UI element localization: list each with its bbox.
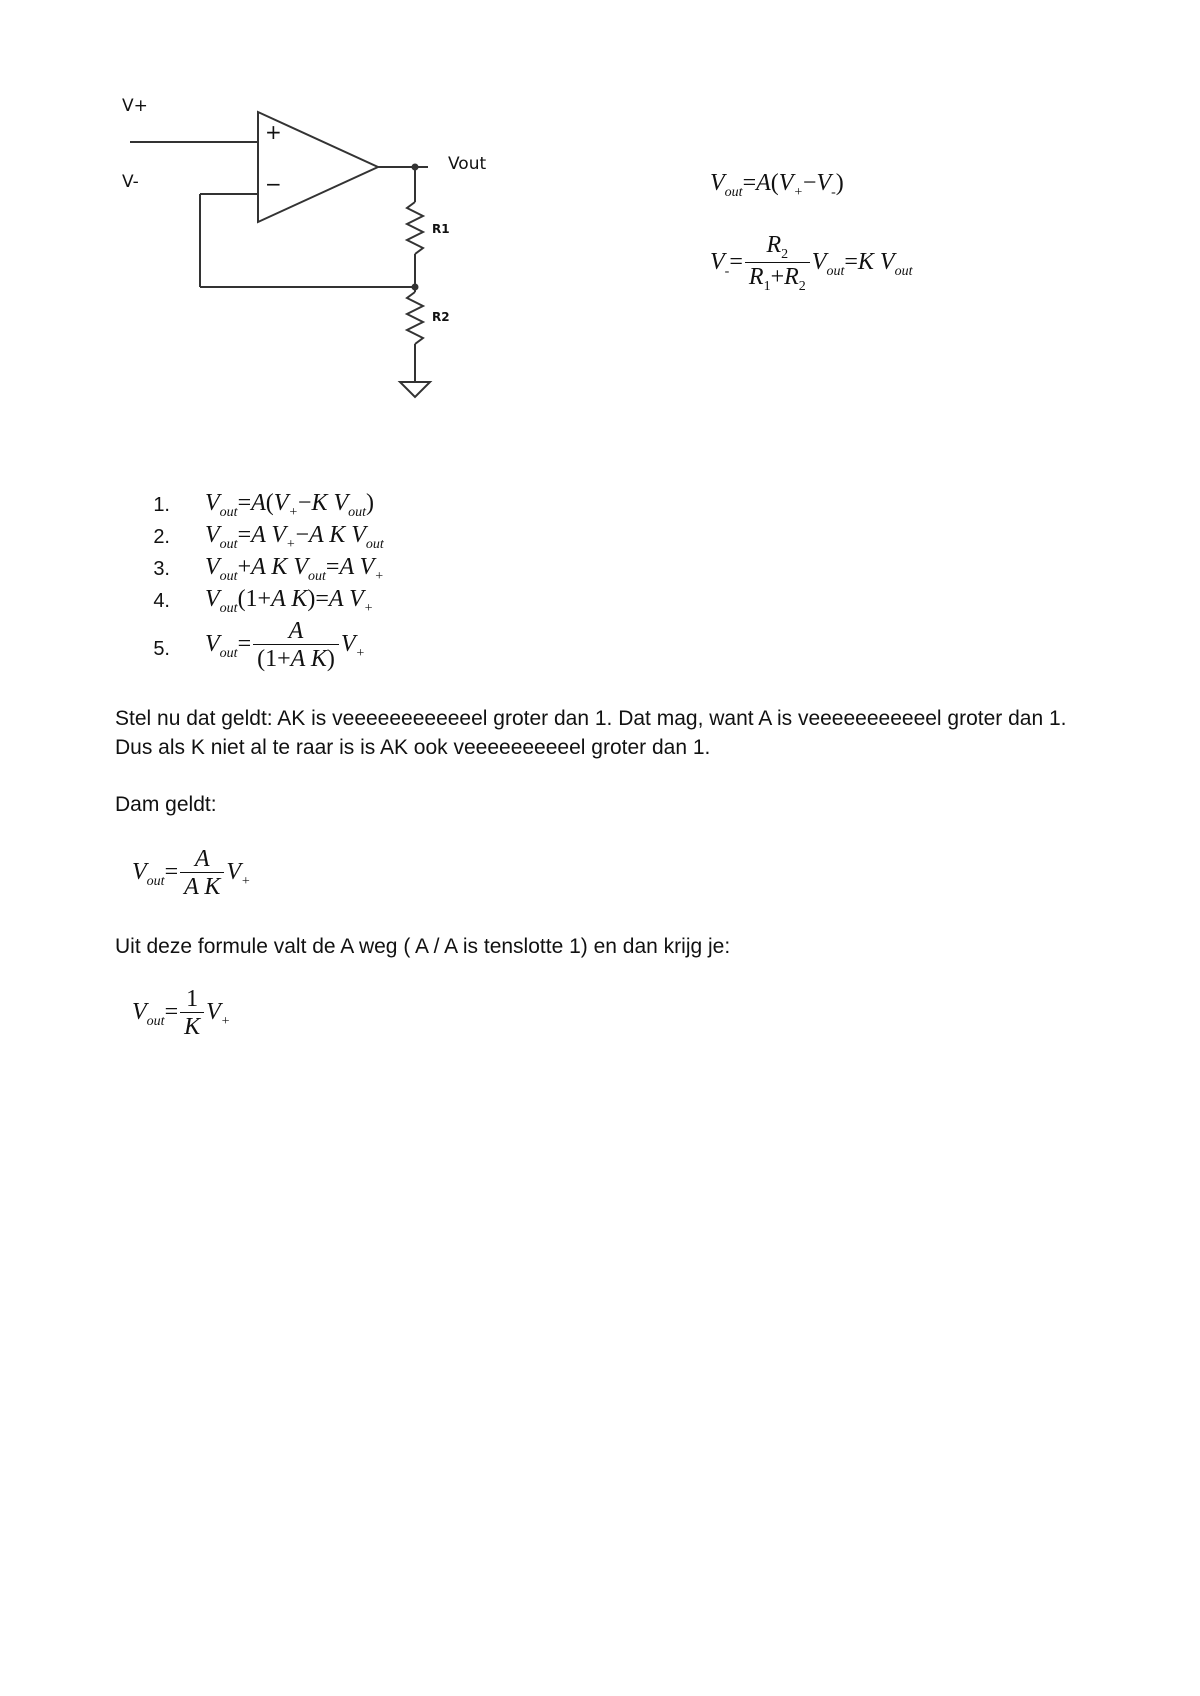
list-item: 3. $V_{out}+A$ K $V_{out}=A$ $V_+$ xyxy=(153,554,384,584)
output-node xyxy=(412,164,419,171)
paragraph-dam-geldt: Dam geldt: xyxy=(115,793,217,816)
equation-vout-ak: $V_{out}=$ $\frac{A}{\text{A K}}$ $V_+$ xyxy=(132,846,251,900)
r1-resistor xyxy=(407,202,423,254)
v-minus-label: V- xyxy=(122,172,139,192)
v-plus-label: V+ xyxy=(122,96,148,116)
ground-symbol xyxy=(400,382,430,397)
list-item: 5. $V_{out}=$ $\frac{A}{\text{(1+A K)}}$ $V_+$ xyxy=(153,618,365,672)
step-5-equation: $V_{out}=$ $\frac{A}{\text{(1+A K)}}$ $V_+$ xyxy=(205,618,365,672)
step-3-equation: $V_{out}+A$ K $V_{out}=A$ $V_+$ xyxy=(205,554,384,584)
list-item: 2. $V_{out}=A$ $V_+-A$ K $V_{out}$ xyxy=(153,522,384,552)
circuit-schematic xyxy=(110,92,530,412)
paragraph-uit-deze: Uit deze formule valt de A weg ( A / A is tenslotte 1) en dan krijg je: xyxy=(115,935,731,958)
plus-sign: + xyxy=(265,120,282,144)
minus-sign: − xyxy=(265,172,282,196)
step-1-equation: $V_{out}=A(V_+-K$ $V_{out}$) xyxy=(205,490,375,520)
vout-label: Vout xyxy=(448,154,487,174)
list-item: 1. $V_{out}=A(V_+-K$ $V_{out}$) xyxy=(153,490,375,520)
equation-divider: $V_-=$ $\frac{R_2}{R_1+R_2}$ $V_{out}=K$ $V_{out}$ xyxy=(710,232,913,294)
r1-label: R1 xyxy=(432,222,450,236)
step-2-equation: $V_{out}=A$ $V_+-A$ K $V_{out}$ xyxy=(205,522,384,552)
paragraph-stel-nu: Stel nu dat geldt: AK is veeeeeeeeeeeel groter dan 1. Dat mag, want A is veeeeeeeeeeel groter dan 1. Dus als K niet al te raar is is AK ook veeeeeeeeeel groter dan 1. xyxy=(115,707,1067,759)
list-item: 4. $V_{out}(1+A$ K)=A $V_+$ xyxy=(153,586,374,616)
r2-label: R2 xyxy=(432,310,450,324)
step-4-equation: $V_{out}(1+A$ K)=A $V_+$ xyxy=(205,586,374,616)
equation-vout-definition: $V_{out}=A(V_+-V_-)$ xyxy=(710,170,844,200)
derivation-list xyxy=(130,490,630,678)
r2-resistor xyxy=(407,292,423,344)
equation-vout-final: $V_{out}=$ $\frac{1}{K}$ $V_+$ xyxy=(132,986,231,1040)
divider-node xyxy=(412,284,419,291)
opamp-circuit-diagram xyxy=(110,92,530,412)
